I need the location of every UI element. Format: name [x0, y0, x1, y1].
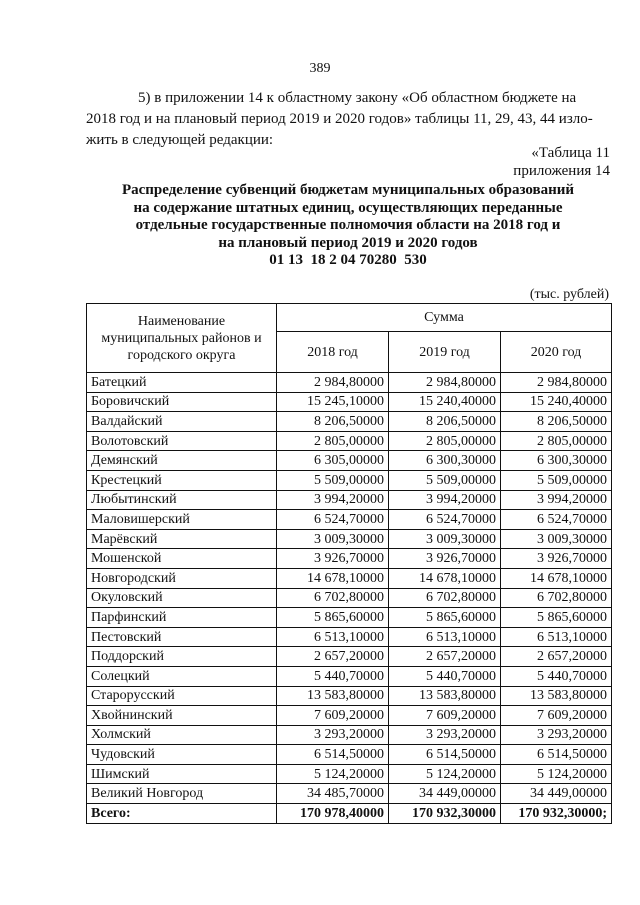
table-row	[87, 451, 612, 471]
subventions-table	[86, 303, 612, 824]
amount-2018: 3 926,70000	[277, 549, 389, 569]
amount-2020: 34 449,00000	[501, 784, 612, 804]
heading-line-4: на плановый период 2019 и 2020 годов	[218, 234, 478, 251]
amount-2020: 14 678,10000	[501, 568, 612, 588]
amount-2018: 15 245,10000	[277, 392, 389, 412]
amount-2020: 2 657,20000	[501, 647, 612, 667]
amount-2019: 5 440,70000	[389, 666, 501, 686]
amount-2020: 5 440,70000	[501, 666, 612, 686]
municipality-name: Поддорский	[87, 647, 277, 667]
amount-2018: 6 524,70000	[277, 510, 389, 530]
amount-2018: 6 513,10000	[277, 627, 389, 647]
amount-2020: 6 300,30000	[501, 451, 612, 471]
heading-line-2: на содержание штатных единиц, осуществляющих переданные	[133, 199, 563, 216]
amount-2020: 3 994,20000	[501, 490, 612, 510]
amount-2020: 3 293,20000	[501, 725, 612, 745]
table-row	[87, 764, 612, 784]
municipality-name: Новгородский	[87, 568, 277, 588]
amount-2019: 3 009,30000	[389, 529, 501, 549]
column-header-sum: Сумма	[277, 304, 612, 332]
amount-2018: 14 678,10000	[277, 568, 389, 588]
municipality-name: Солецкий	[87, 666, 277, 686]
amount-2018: 7 609,20000	[277, 706, 389, 726]
municipality-name: Крестецкий	[87, 470, 277, 490]
total-amount-2020: 170 932,30000;	[501, 804, 612, 824]
municipality-name: Демянский	[87, 451, 277, 471]
amount-2020: 15 240,40000	[501, 392, 612, 412]
amount-2018: 3 009,30000	[277, 529, 389, 549]
heading-line-3: отдельные государственные полномочия области на 2018 год и	[135, 217, 561, 234]
table-row	[87, 725, 612, 745]
amount-2020: 3 009,30000	[501, 529, 612, 549]
amount-2020: 6 702,80000	[501, 588, 612, 608]
table-row	[87, 412, 612, 432]
amount-2018: 5 865,60000	[277, 608, 389, 628]
amount-2019: 3 994,20000	[389, 490, 501, 510]
amount-2018: 6 305,00000	[277, 451, 389, 471]
amount-2020: 5 124,20000	[501, 764, 612, 784]
heading-line-1: Распределение субвенций бюджетам муниципальных образований	[121, 182, 575, 198]
amount-2020: 6 513,10000	[501, 627, 612, 647]
table-heading	[86, 182, 610, 270]
table-row	[87, 784, 612, 804]
table-ref-line-2: приложения 14	[513, 163, 610, 179]
table-row	[87, 510, 612, 530]
table-row	[87, 373, 612, 393]
amount-2018: 5 509,00000	[277, 470, 389, 490]
units-label: (тыс. рублей)	[529, 287, 609, 302]
table-row	[87, 666, 612, 686]
table-row	[87, 568, 612, 588]
amount-2019: 5 865,60000	[389, 608, 501, 628]
amount-2019: 2 805,00000	[389, 431, 501, 451]
municipality-name: Шимский	[87, 764, 277, 784]
amount-2019: 14 678,10000	[389, 568, 501, 588]
amount-2020: 2 805,00000	[501, 431, 612, 451]
municipality-name: Валдайский	[87, 412, 277, 432]
municipality-name: Чудовский	[87, 745, 277, 765]
municipality-name: Пестовский	[87, 627, 277, 647]
amount-2020: 6 524,70000	[501, 510, 612, 530]
page-number: 389	[309, 61, 331, 76]
municipality-name: Хвойнинский	[87, 706, 277, 726]
amount-2019: 15 240,40000	[389, 392, 501, 412]
amount-2018: 3 994,20000	[277, 490, 389, 510]
table-row	[87, 686, 612, 706]
table-body	[87, 373, 612, 824]
table-row	[87, 745, 612, 765]
column-header-2020: 2020 год	[501, 332, 612, 373]
amount-2018: 34 485,70000	[277, 784, 389, 804]
municipality-name: Маловишерский	[87, 510, 277, 530]
amount-2020: 8 206,50000	[501, 412, 612, 432]
amount-2019: 5 509,00000	[389, 470, 501, 490]
table-row	[87, 490, 612, 510]
amount-2019: 2 984,80000	[389, 373, 501, 393]
amount-2020: 3 926,70000	[501, 549, 612, 569]
amount-2018: 2 805,00000	[277, 431, 389, 451]
table-row	[87, 706, 612, 726]
amount-2018: 5 124,20000	[277, 764, 389, 784]
table-row	[87, 431, 612, 451]
amount-2019: 6 702,80000	[389, 588, 501, 608]
total-label: Всего:	[87, 804, 277, 824]
amount-2019: 6 514,50000	[389, 745, 501, 765]
amount-2019: 2 657,20000	[389, 647, 501, 667]
table-row	[87, 549, 612, 569]
amount-2019: 6 513,10000	[389, 627, 501, 647]
column-header-name: Наименование муниципальных районов и городского округа	[87, 304, 277, 373]
amount-2019: 8 206,50000	[389, 412, 501, 432]
table-row	[87, 529, 612, 549]
municipality-name: Окуловский	[87, 588, 277, 608]
table-row	[87, 627, 612, 647]
amount-2020: 2 984,80000	[501, 373, 612, 393]
amount-2020: 5 509,00000	[501, 470, 612, 490]
amount-2018: 6 702,80000	[277, 588, 389, 608]
municipality-name: Батецкий	[87, 373, 277, 393]
amount-2018: 8 206,50000	[277, 412, 389, 432]
intro-line-1: 5) в приложении 14 к областному закону «Об областном бюджете на	[138, 90, 577, 106]
intro-line-3: жить в следующей редакции:	[86, 132, 274, 148]
municipality-name: Любытинский	[87, 490, 277, 510]
municipality-name: Парфинский	[87, 608, 277, 628]
amount-2018: 5 440,70000	[277, 666, 389, 686]
column-header-2018: 2018 год	[277, 332, 389, 373]
table-row	[87, 392, 612, 412]
amount-2020: 7 609,20000	[501, 706, 612, 726]
amount-2020: 5 865,60000	[501, 608, 612, 628]
municipality-name: Холмский	[87, 725, 277, 745]
amount-2020: 13 583,80000	[501, 686, 612, 706]
amount-2019: 5 124,20000	[389, 764, 501, 784]
intro-line-2: 2018 год и на плановый период 2019 и 2020 годов» таблицы 11, 29, 43, 44 изло-	[86, 111, 593, 127]
municipality-name: Мошенской	[87, 549, 277, 569]
table-row	[87, 588, 612, 608]
amount-2019: 13 583,80000	[389, 686, 501, 706]
column-header-2019: 2019 год	[389, 332, 501, 373]
amount-2019: 7 609,20000	[389, 706, 501, 726]
table-row	[87, 470, 612, 490]
total-row	[87, 804, 612, 824]
amount-2018: 13 583,80000	[277, 686, 389, 706]
amount-2018: 6 514,50000	[277, 745, 389, 765]
municipality-name: Волотовский	[87, 431, 277, 451]
amount-2019: 3 293,20000	[389, 725, 501, 745]
amount-2018: 2 657,20000	[277, 647, 389, 667]
amount-2019: 3 926,70000	[389, 549, 501, 569]
amount-2018: 3 293,20000	[277, 725, 389, 745]
table-ref-line-1: «Таблица 11	[531, 145, 610, 161]
table-reference	[513, 144, 610, 180]
amount-2020: 6 514,50000	[501, 745, 612, 765]
amount-2019: 6 300,30000	[389, 451, 501, 471]
table-row	[87, 647, 612, 667]
amount-2018: 2 984,80000	[277, 373, 389, 393]
total-amount-2018: 170 978,40000	[277, 804, 389, 824]
amount-2019: 34 449,00000	[389, 784, 501, 804]
amount-2019: 6 524,70000	[389, 510, 501, 530]
municipality-name: Боровичский	[87, 392, 277, 412]
municipality-name: Марёвский	[87, 529, 277, 549]
total-amount-2019: 170 932,30000	[389, 804, 501, 824]
municipality-name: Великий Новгород	[87, 784, 277, 804]
municipality-name: Старорусский	[87, 686, 277, 706]
table-row	[87, 608, 612, 628]
intro-paragraph	[86, 88, 610, 151]
budget-code: 01 13 18 2 04 70280 530	[269, 252, 427, 269]
